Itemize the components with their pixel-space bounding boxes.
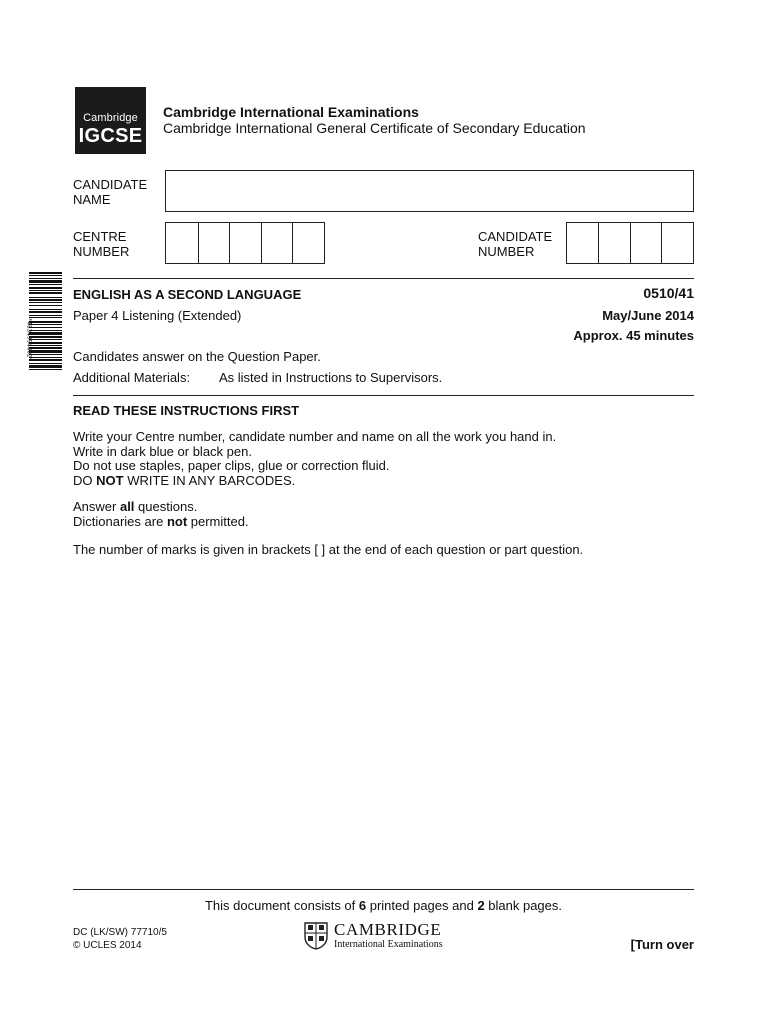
barcode-bar (29, 350, 62, 353)
barcode-bar (29, 369, 62, 370)
barcode-bar (29, 278, 62, 279)
barcode-bar (29, 280, 62, 283)
centre-number-label (73, 229, 129, 259)
brand-sub: International Examinations (334, 939, 443, 950)
barcode-bar (29, 339, 62, 340)
candidate-number-field[interactable] (566, 222, 694, 264)
instructions-block-1 (73, 430, 556, 488)
divider (73, 395, 694, 396)
candidate-number-cell[interactable] (598, 223, 630, 263)
answer-on-text: Candidates answer on the Question Paper. (73, 349, 321, 364)
exam-duration: Approx. 45 minutes (573, 328, 694, 343)
materials-value: As listed in Instructions to Supervisors. (219, 370, 443, 385)
barcode-bar (29, 327, 62, 328)
logo-line-2: IGCSE (78, 125, 143, 147)
barcode-bar (29, 336, 62, 338)
candidate-name-label-line-1: CANDIDATE (73, 177, 148, 192)
barcode-bar (29, 363, 62, 364)
crest-icon (304, 922, 328, 950)
barcode-bar (29, 332, 62, 335)
printed-pages-count: 6 (358, 898, 367, 913)
barcode-bar (29, 309, 62, 310)
candidate-name-label (73, 177, 147, 207)
turn-over: [Turn over (630, 937, 694, 952)
candidate-number-cell[interactable] (630, 223, 662, 263)
divider (73, 889, 694, 890)
org-title: Cambridge International Examinations (163, 104, 419, 120)
centre-number-cell[interactable] (261, 223, 293, 263)
cambridge-brand (304, 921, 464, 951)
barcode-bar (29, 357, 62, 358)
barcode-bar (29, 275, 62, 276)
centre-number-cell[interactable] (198, 223, 230, 263)
barcode-bar (29, 365, 62, 368)
qualification-title: Cambridge International General Certificate of Secondary Education (163, 120, 586, 136)
barcode-digits (20, 272, 33, 410)
candidate-name-field[interactable] (165, 170, 694, 212)
instruction-line (73, 474, 556, 489)
barcode-bar (29, 347, 62, 349)
reference-code: DC (LK/SW) 77710/5 (73, 927, 167, 938)
instruction-text: DO (73, 472, 97, 488)
igcse-logo (75, 87, 146, 154)
barcode-digits-text: *4834994402* (25, 317, 33, 362)
barcode-bar (29, 324, 62, 325)
instruction-text: permitted. (187, 513, 249, 529)
barcode-bar (29, 359, 62, 361)
candidate-number-label-line-1: CANDIDATE (478, 229, 553, 244)
barcode-bar (29, 272, 62, 274)
barcode-bar (29, 305, 62, 306)
centre-number-cell[interactable] (166, 223, 198, 263)
barcode-bar (29, 290, 62, 291)
barcode-bar (29, 297, 62, 298)
barcode-bar (29, 299, 62, 301)
exam-session: May/June 2014 (602, 308, 694, 323)
subject-title: ENGLISH AS A SECOND LANGUAGE (73, 287, 302, 302)
centre-number-field[interactable] (165, 222, 325, 264)
blank-pages-count: 2 (477, 898, 485, 913)
instruction-text: Answer (73, 499, 120, 514)
instruction-line: Write in dark blue or black pen. (73, 443, 252, 459)
barcode-bar (29, 342, 62, 344)
barcode-bar (29, 317, 62, 318)
materials-label: Additional Materials: (73, 370, 191, 385)
instruction-emphasis: all (119, 499, 135, 514)
candidate-number-label (478, 229, 552, 259)
barcode-bar (29, 345, 62, 346)
barcode-bar (29, 354, 62, 355)
instruction-emphasis: not (166, 513, 188, 529)
page-count-text (73, 898, 694, 913)
centre-number-label-line-1: CENTRE (73, 229, 127, 244)
barcode-bar (29, 330, 62, 331)
instruction-line: Write your Centre number, candidate number and name on all the work you hand in. (73, 429, 557, 444)
page-count-part: printed pages and (366, 898, 478, 913)
barcode-bar (29, 311, 62, 313)
instruction-text: Dictionaries are (73, 513, 167, 529)
brand-main: CAMBRIDGE (334, 920, 442, 939)
instruction-text: WRITE IN ANY BARCODES. (123, 472, 296, 488)
centre-number-cell[interactable] (292, 223, 324, 263)
paper-code: 0510/41 (643, 285, 694, 301)
marks-info: The number of marks is given in brackets [ ] at the end of each question or part question. (73, 542, 584, 557)
candidate-number-cell[interactable] (567, 223, 598, 263)
barcode (29, 272, 62, 410)
instruction-line: Do not use staples, paper clips, glue or correction fluid. (73, 458, 390, 474)
barcode-bar (29, 315, 62, 316)
candidate-number-label-line-2: NUMBER (478, 244, 535, 259)
page-count-part: This document consists of (204, 898, 359, 913)
barcode-bar (29, 287, 62, 289)
candidate-number-cell[interactable] (661, 223, 693, 263)
instruction-line (73, 515, 249, 530)
candidate-name-label-line-2: NAME (73, 192, 111, 207)
document-reference (73, 926, 167, 952)
instructions-heading: READ THESE INSTRUCTIONS FIRST (73, 403, 300, 418)
instruction-text: questions. (134, 499, 198, 514)
page-count-part: blank pages. (484, 898, 563, 913)
centre-number-cell[interactable] (229, 223, 261, 263)
instructions-block-2 (73, 500, 249, 529)
centre-number-label-line-2: NUMBER (73, 244, 130, 259)
instruction-line (73, 500, 249, 515)
divider (73, 278, 694, 279)
copyright-text: © UCLES 2014 (73, 940, 142, 951)
barcode-bar (29, 321, 62, 323)
barcode-bar (29, 302, 62, 303)
logo-line-1: Cambridge (83, 112, 138, 124)
barcode-bar (29, 292, 62, 294)
paper-title: Paper 4 Listening (Extended) (73, 308, 242, 323)
instruction-emphasis: NOT (96, 472, 124, 488)
barcode-bar (29, 284, 62, 285)
